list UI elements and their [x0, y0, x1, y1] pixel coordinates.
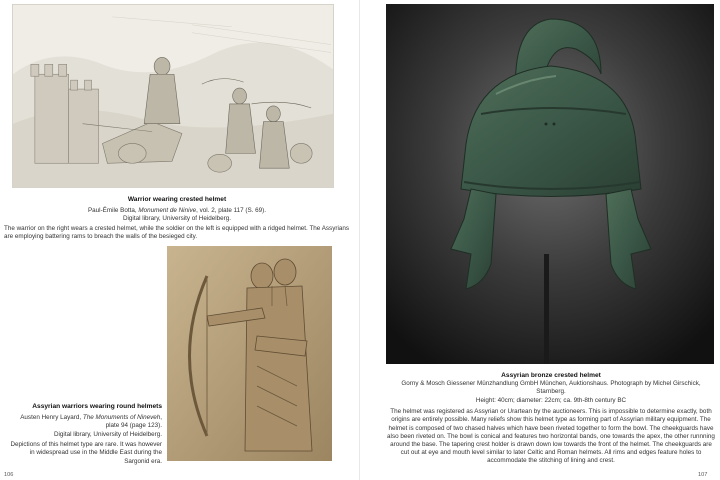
figure3-credit: Gorny & Mosch Giessener Münzhandlung GmbH München, Auktionshaus. Photograph by Michel Girschick, Starnberg. [401, 380, 701, 396]
figure1-credit: Paul-Émile Botta, Monument de Ninive, vol. 2, plate 117 (S. 69). [87, 207, 267, 214]
engraving-illustration [12, 4, 334, 188]
figure2-title: Assyrian warriors wearing round helmets [32, 403, 162, 410]
figure1-library: Digital library, University of Heidelberg. [122, 215, 232, 223]
figure2-description: Depictions of this helmet type are rare. It was however in widespread use in the Middle East during the Sargonid era. [10, 441, 162, 465]
figure3-dimensions: Height: 40cm; diameter: 22cm; ca. 9th-8th century BC [475, 396, 627, 404]
page-number-left: 106 [4, 472, 14, 478]
figure2-library: Digital library, University of Heidelberg. [53, 430, 162, 438]
page-number-right: 107 [698, 472, 708, 478]
helmet-photograph [386, 4, 714, 364]
figure1-title: Warrior wearing crested helmet [127, 196, 227, 203]
figure3-description: The helmet was registered as Assyrian or Urartean by the auctioneers. This is impossible to determine exactly, both origins are entirely possible. Many reliefs show this helmet type as forming part of Assyrian military equipment. The helmet is composed of two chased halves which have been riveted together to form the bowl. The cheekguards have also been riveted on. The bowl is conical and features two horizontal bands, one towards the apex, the other runnning around the base. The tapering crest holder is drawn down low towards the front of the helmet. The cheekguards are cut out at eye and mouth level similar to later Celtic and Roman helmets. All rims and edges feature holes to accommodate the stitching of lining and crest. [387, 408, 715, 465]
relief-photograph [167, 246, 332, 461]
figure2-credit: Austen Henry Layard, The Monuments of Nineveh, [20, 414, 162, 421]
figure2-caption [4, 403, 162, 466]
figure3-caption [386, 372, 716, 466]
figure1-description: The warrior on the right wears a crested helmet, while the soldier on the left is equipped with a ridged helmet. The Assyrians are employing battering rams to breach the walls of the besieged city. [4, 224, 349, 241]
figure1-caption [4, 196, 350, 241]
figure2-plate: plate 94 (page 123). [105, 422, 162, 430]
figure3-title: Assyrian bronze crested helmet [501, 372, 601, 379]
